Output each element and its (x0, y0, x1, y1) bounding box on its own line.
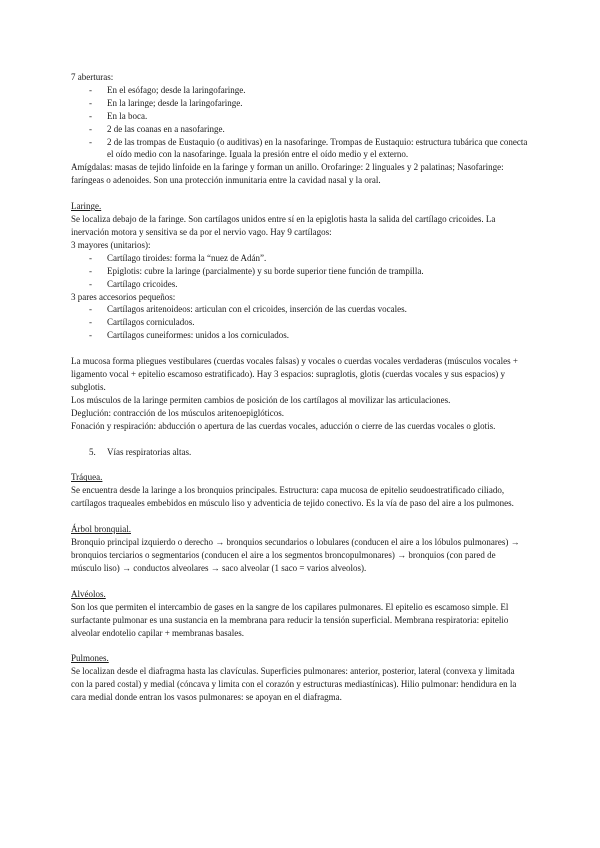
list-item: - En el esófago; desde la laringofaringe. (71, 84, 528, 97)
musculos-paragraph: Los músculos de la laringe permiten cambios de posición de los cartílagos al movilizar las articulaciones. (71, 394, 451, 405)
aberturas-title: 7 aberturas: (71, 72, 114, 82)
alveolos-paragraph: Son los que permiten el intercambio de gases en la sangre de los capilares pulmonares. El epitelio es escamoso simple. El surfactante pulmonar es una sustancia en la membrana para reducir la tensión superficial. Membrana respiratoria: epitelio alveolar endotelio capilar + membranas basales. (71, 601, 509, 638)
list-item: - Cartílago tiroides: forma la “nuez de Adán”. (71, 252, 528, 265)
list-item: - 2 de las trompas de Eustaquio (o auditivas) en la nasofaringe. Trompas de Eustaquio: estructura tubárica que conecta el oído medio con la nasofaringe. Iguala la presión entre el oído medio y el externo. (71, 136, 528, 162)
pulmones-paragraph: Se localizan desde el diafragma hasta las clavículas. Superficies pulmonares: anterior, posterior, lateral (convexa y limitada con la pared costal) y medial (cóncava y limita con el corazón y estructuras mediastínicas). Hilio pulmonar: hendidura en la cara medial donde entran los vasos pulmonares: se apoyan en el diafragma. (71, 666, 517, 703)
list-item: - Cartílagos cuneiformes: unidos a los corniculados. (71, 329, 528, 342)
laringe-intro: Se localiza debajo de la faringe. Son cartílagos unidos entre sí en la epiglotis hasta la salida del cartílago cricoides. La inervación motora y sensitiva se da por el nervio vago. Hay 9 cartílagos: (71, 214, 496, 237)
traquea-heading: Tráquea. (71, 472, 103, 483)
alveolos-heading: Alvéolos. (71, 588, 106, 599)
aberturas-list (71, 84, 528, 161)
arbol-paragraph: Bronquio principal izquierdo o derecho → bronquios secundarios o lobulares (conducen el aire a los lóbulos pulmonares) → bronquios terciarios o segmentarios (conducen el aire a los segmentos broncopulmonares) → bronquios (con pared de músculo liso) → conductos alveolares → saco alveolar (1 saco = varios alveolos). (71, 537, 520, 573)
mayores-title: 3 mayores (unitarios): (71, 239, 151, 250)
mayores-list (71, 252, 528, 291)
list-item: - Cartílagos aritenoideos: articulan con el cricoides, inserción de las cuerdas vocales. (71, 303, 528, 316)
list-item: - En la boca. (71, 110, 528, 123)
laringe-heading: Laringe. (71, 201, 102, 212)
list-item: - En la laringe; desde la laringofaringe. (71, 97, 528, 110)
pulmones-heading: Pulmones. (71, 653, 109, 664)
list-item: - Cartílago cricoides. (71, 278, 528, 291)
section-number: 5. (89, 446, 96, 457)
arbol-heading: Árbol bronquial. (71, 524, 131, 535)
accesorios-list (71, 303, 528, 342)
mucosa-paragraph: La mucosa forma pliegues vestibulares (cuerdas vocales falsas) y vocales o cuerdas vocales verdaderas (músculos vocales + ligamento vocal + epitelio escamoso estratificado). Hay 3 espacios: supraglotis, glotis (cuerdas vocales y sus espacios) y subglotis. (71, 356, 518, 392)
deglucion-paragraph: Deglución: contracción de los músculos aritenoepiglóticos. (71, 407, 284, 418)
fonacion-paragraph: Fonación y respiración: abducción o apertura de las cuerdas vocales, aducción o cierre de las cuerdas vocales o glotis. (71, 420, 496, 431)
traquea-paragraph: Se encuentra desde la laringe a los bronquios principales. Estructura: capa mucosa de epitelio seudoestratificado ciliado, cartílagos traqueales embebidos en músculo liso y adventicia de tejido conectivo. Es la vía de paso del aire a los pulmones. (71, 485, 514, 509)
accesorios-title: 3 pares accesorios pequeños: (71, 291, 176, 302)
list-item: - 2 de las coanas en a nasofaringe. (71, 123, 528, 136)
section-5-heading (71, 446, 528, 459)
amigdalas-paragraph: Amígdalas: masas de tejido linfoide en la faringe y forman un anillo. Orofaringe: 2 linguales y 2 palatinas; Nasofaringe: faríngeas o adenoides. Son una protección inmunitaria entre la cavidad nasal y la oral. (71, 162, 504, 186)
list-item: - Epiglotis: cubre la laringe (parcialmente) y su borde superior tiene función de trampilla. (71, 265, 528, 278)
section-label: Vías respiratorias altas. (107, 446, 192, 457)
list-item: - Cartílagos corniculados. (71, 316, 528, 329)
